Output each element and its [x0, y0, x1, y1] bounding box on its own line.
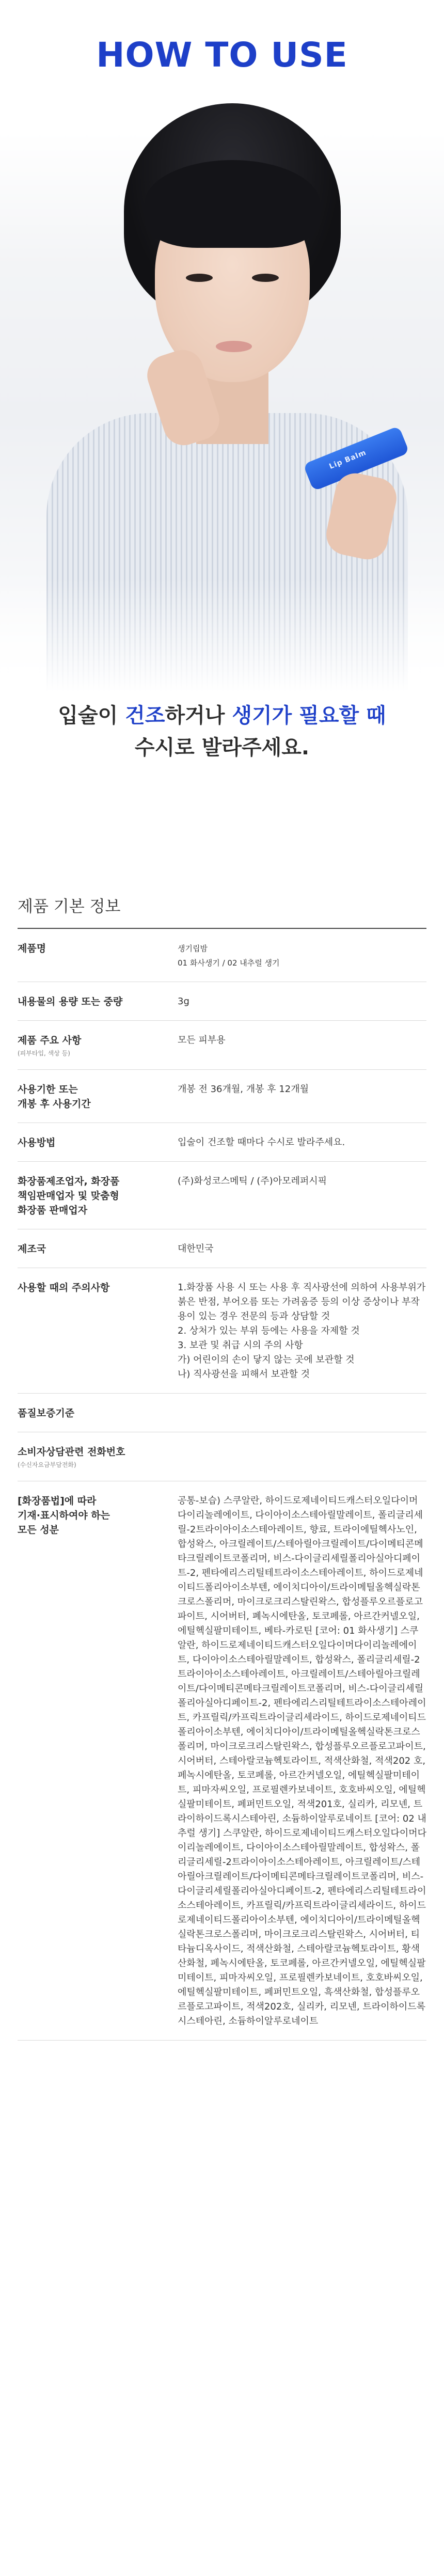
info-value: 대한민국	[178, 1243, 214, 1254]
info-key	[18, 1268, 178, 1393]
tagline-text: 입술이	[58, 704, 125, 728]
info-key-text: 내용물의 용량 또는 중량	[18, 996, 123, 1007]
info-row	[18, 1229, 426, 1268]
photo-fade	[0, 578, 444, 692]
info-value: 모든 피부용	[178, 1035, 226, 1046]
info-key	[18, 1432, 178, 1481]
info-key-text: 제품 주요 사항	[18, 1035, 82, 1046]
ingredients-list: 공통-보습) 스쿠알란, 하이드로제네이티드캐스터오일다이머다이리놀레에이트, 다이아이소스테아릴말레이트, 폴리글리세릴-2트라이아이소스테아레이트, 향료, 트라이에틸헥사노인, 합성왁스, 아크릴레이트/스테아릴아크릴레이트/다이메티콘메타크릴레이트코폴리머, 비스-다이글리세릴폴리아실아디페이트-2, 펜타에리스리틸테트라이소스테아레이트, 하이드로제네이티드폴리아이소부텐, 에이치디아이/트라이메틸올헥실락톤크로스폴리머, 마이크로크리스탈린왁스, 합성플루오르플로고파이트, 시어버터, 폐녹시에탄올, 토코페롤, 아르간커넬오일, 에틸헥실팔미테이트, 베타-카로틴 [코어: 01 화사생기] 스쿠알란, 하이드로제네이티드캐스터오일다이머다이리놀레에이트, 다이아이소스테아릴말레이트, 합성왁스, 폴리글리세릴-2트라이아이소스테아레이트, 아크릴레이트/스테아릴아크릴레이트/다이메티콘메타크릴레이트코폴리머, 비스-다이글리세릴폴리아실아디페이트-2, 펜타에리스리틸테트라이소스테아레이트, 카프릴릭/카프릭트라이글리세라이드, 하이드로제네이티드폴리아이소부텐, 에이치디아이/트라이메틸올헥실락톤크로스폴리머, 마이크로크리스탈린왁스, 합성플루오르플로고파이트, 시어버터, 스테아랄코늄헥토라이트, 적색산화철, 적색202 호, 페녹시에탄올, 토코페롤, 아르간커넬오일, 에틸헥실팔미테이트, 피마자씨오일, 프로필렌카보네이트, 호호바씨오일, 에틸헥실팔미테이트, 페퍼민트오일, 적색201호, 실리카, 리모넨, 트라이하이드록시스테아린, 소듐하이알루로네이트 [코어: 02 내추럴 생기] 스쿠알란, 하이드로제네이티드캐스터오일다이머다이리놀레에이트, 다이아이소스테아릴말레이트, 합성왁스, 폴리글리세릴-2트라이아이소스테아레이트, 아크릴레이트/스테아릴아크릴레이트/다이메티콘메타크릴레이트코폴리머, 비스-다이글리세릴폴리아실아디페이트-2, 펜타에리스리틸테트라이소스테아레이트, 카프릴릭/카프릭트라이글리세라이드, 하이드로제네이티드폴리아이소부텐, 에이치디아이/트라이메틸올헥실락톤크로스폴리머, 마이크로크리스탈린왁스, 시어버터, 티타늄디옥사이드, 적색산화철, 스테아랄코늄헥토라이트, 황색산화철, 페녹시에탄올, 토코페롤, 아르간커넬오일, 에틸헥실팔미테이트, 피마자씨오일, 프로필렌카보네이트, 호호바씨오일, 에틸헥실팔미테이트, 페퍼민트오일, 흑색산화철, 합성플루오르플로고파이트, 적색202호, 실리카, 리모넨, 트라이하이드록시스테아린, 소듐하이알루로네이트	[178, 1495, 426, 2027]
info-value: 개봉 전 36개월, 개봉 후 12개월	[178, 1084, 309, 1095]
info-row	[18, 1432, 426, 1481]
model-lips	[216, 341, 252, 352]
info-value	[178, 1394, 426, 1432]
info-key	[18, 1394, 178, 1432]
info-row	[18, 1162, 426, 1229]
info-key	[18, 982, 178, 1020]
info-value: 1.화장품 사용 시 또는 사용 후 직사광선에 의하여 사용부위가 붉은 반점, 부어오름 또는 가려움증 등의 이상 증상이나 부작용이 있는 경우 전문의 등과 상담할 것 2. 상처가 있는 부위 등에는 사용을 자제할 것 3. 보관 및 취급 시의 주의 사항 가) 어린이의 손이 닿지 않는 곳에 보관할 것 나) 직사광선을 피해서 보관할 것	[178, 1282, 426, 1380]
info-row	[18, 929, 426, 982]
tagline-text: 하거나	[165, 704, 232, 728]
usage-tagline	[0, 700, 444, 764]
info-key-text: 사용할 때의 주의사항	[18, 1282, 110, 1293]
info-key-text: 품질보증기준	[18, 1408, 75, 1419]
info-row	[18, 1021, 426, 1070]
info-value: 입술이 건조할 때마다 수시로 발라주세요.	[178, 1137, 345, 1148]
model-fringe	[145, 160, 320, 248]
info-value: 3g	[178, 996, 189, 1007]
model-photo	[0, 83, 444, 692]
info-value: (주)화성코스메틱 / (주)아모레퍼시픽	[178, 1176, 327, 1187]
info-row	[18, 982, 426, 1021]
tagline-highlight: 생기가 필요할 때	[232, 704, 386, 728]
product-info-title: 제품 기본 정보	[18, 893, 426, 929]
tagline-line-2: 수시로 발라주세요.	[134, 736, 310, 760]
tagline-highlight: 건조	[125, 704, 165, 728]
info-key-text: 사용기한 또는 개봉 후 사용기간	[18, 1084, 91, 1110]
info-key-text: 제품명	[18, 943, 46, 954]
ingredients-key: [화장품법]에 따라 기재·표시하여야 하는 모든 성분	[18, 1495, 110, 1536]
info-key	[18, 1123, 178, 1161]
info-value	[178, 1432, 426, 1481]
info-key-text: 화장품제조업자, 화장품 책임판매업자 및 맞춤형 화장품 판매업자	[18, 1176, 120, 1216]
info-value: 생기립밤 01 화사생기 / 02 내추럴 생기	[178, 944, 280, 968]
model-eye-right	[252, 274, 279, 282]
info-row	[18, 1394, 426, 1432]
model-eye-left	[186, 274, 213, 282]
lip-balm-label: Lip Balm	[328, 448, 368, 471]
info-key-note: (수신자요금부담전화)	[18, 1461, 76, 1468]
info-row	[18, 1268, 426, 1394]
tagline-line-1	[0, 700, 444, 732]
how-to-use-title: HOW TO USE	[96, 35, 348, 75]
ingredients-row	[18, 1481, 426, 2041]
info-row	[18, 1123, 426, 1162]
info-key-text: 제조국	[18, 1243, 46, 1255]
info-key-note: (피부타입, 색상 등)	[18, 1050, 70, 1057]
info-key	[18, 1229, 178, 1268]
hero-section	[0, 0, 444, 785]
product-info-section	[0, 893, 444, 2041]
info-key-text: 사용방법	[18, 1137, 56, 1148]
info-key	[18, 1021, 178, 1069]
info-row	[18, 1070, 426, 1123]
info-key-text: 소비자상담관련 전화번호	[18, 1446, 125, 1458]
info-key	[18, 1162, 178, 1229]
info-key	[18, 1070, 178, 1123]
info-key	[18, 929, 178, 982]
